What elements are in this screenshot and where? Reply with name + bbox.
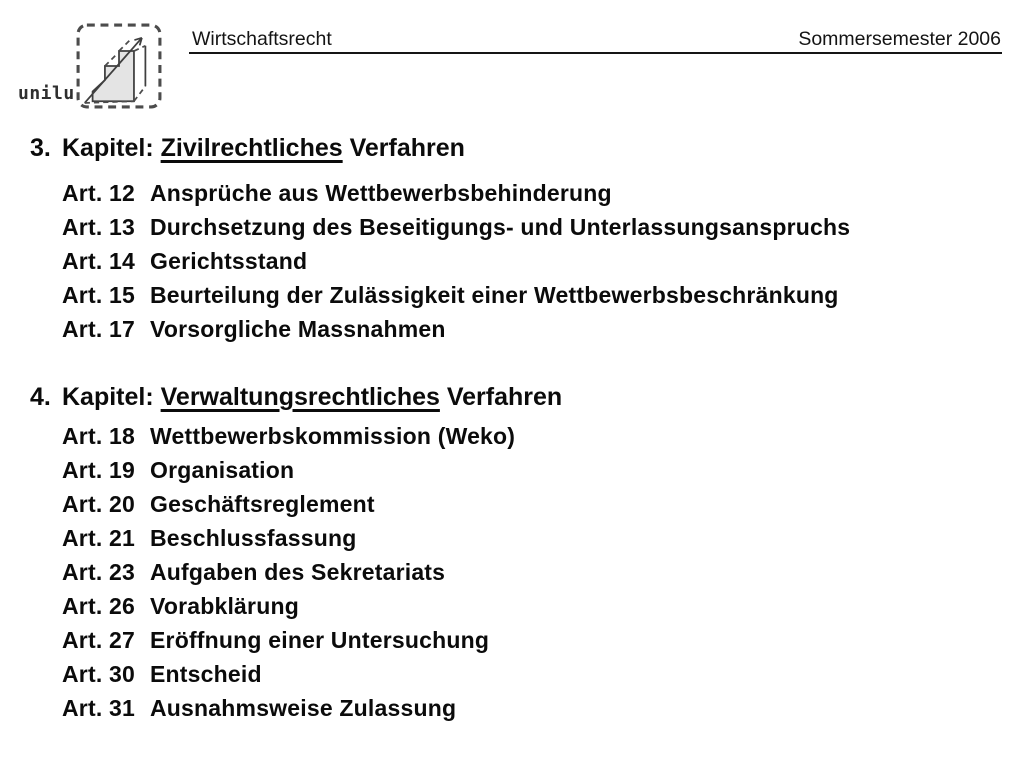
article-text: Gerichtsstand: [150, 248, 308, 274]
list-item: [62, 691, 515, 725]
section-title-suffix: Verfahren: [342, 134, 465, 162]
list-item: [62, 419, 515, 453]
list-item: [62, 210, 850, 244]
list-item: [62, 589, 515, 623]
article-text: Durchsetzung des Beseitigungs- und Unterlassungsanspruchs: [150, 214, 851, 240]
list-item: [62, 176, 850, 210]
semester-label: Sommersemester 2006: [798, 28, 1001, 50]
article-text: Beurteilung der Zulässigkeit einer Wettbewerbsbeschränkung: [150, 282, 839, 308]
article-number: Art. 13: [62, 214, 135, 240]
article-number: Art. 20: [62, 491, 135, 517]
section-title-prefix: Kapitel:: [62, 134, 161, 162]
article-number: Art. 19: [62, 457, 135, 483]
list-item: [62, 244, 850, 278]
logo-wordmark: unilu: [18, 83, 75, 104]
section-3-heading: [30, 134, 465, 163]
list-item: [62, 312, 850, 346]
article-list-section-3: [62, 176, 850, 346]
section-title-suffix: Verfahren: [439, 383, 563, 411]
article-number: Art. 31: [62, 695, 135, 721]
article-number: Art. 15: [62, 282, 135, 308]
article-text: Eröffnung einer Untersuchung: [150, 627, 490, 653]
article-text: Vorabklärung: [150, 593, 299, 619]
underlined-term: Verwaltungsrechtliches: [160, 383, 440, 411]
header-rule: [189, 52, 1002, 54]
list-item: [62, 278, 850, 312]
article-text: Aufgaben des Sekretariats: [150, 559, 446, 585]
article-number: Art. 23: [62, 559, 135, 585]
staircase-3d-icon: [75, 22, 163, 110]
list-item: [62, 623, 515, 657]
section-title-prefix: Kapitel:: [62, 383, 161, 411]
unilu-logo: [18, 12, 164, 114]
course-title: Wirtschaftsrecht: [192, 28, 332, 50]
section-title: [62, 383, 562, 411]
article-text: Organisation: [150, 457, 295, 483]
article-number: Art. 30: [62, 661, 135, 687]
article-text: Beschlussfassung: [150, 525, 357, 551]
article-text: Ansprüche aus Wettbewerbsbehinderung: [150, 180, 612, 206]
article-text: Ausnahmsweise Zulassung: [150, 695, 457, 721]
section-number: 3.: [30, 134, 51, 162]
section-number: 4.: [30, 383, 51, 411]
underlined-term: Zivilrechtliches: [160, 134, 343, 162]
article-text: Vorsorgliche Massnahmen: [150, 316, 446, 342]
list-item: [62, 555, 515, 589]
article-number: Art. 14: [62, 248, 135, 274]
list-item: [62, 453, 515, 487]
section-title: [62, 134, 465, 162]
article-number: Art. 12: [62, 180, 135, 206]
article-number: Art. 18: [62, 423, 135, 449]
article-number: Art. 26: [62, 593, 135, 619]
section-4-heading: [30, 383, 562, 412]
list-item: [62, 487, 515, 521]
article-number: Art. 27: [62, 627, 135, 653]
article-number: Art. 17: [62, 316, 135, 342]
article-number: Art. 21: [62, 525, 135, 551]
article-text: Geschäftsreglement: [150, 491, 375, 517]
article-list-section-4: [62, 419, 515, 725]
list-item: [62, 521, 515, 555]
article-text: Entscheid: [150, 661, 262, 687]
list-item: [62, 657, 515, 691]
article-text: Wettbewerbskommission (Weko): [150, 423, 516, 449]
